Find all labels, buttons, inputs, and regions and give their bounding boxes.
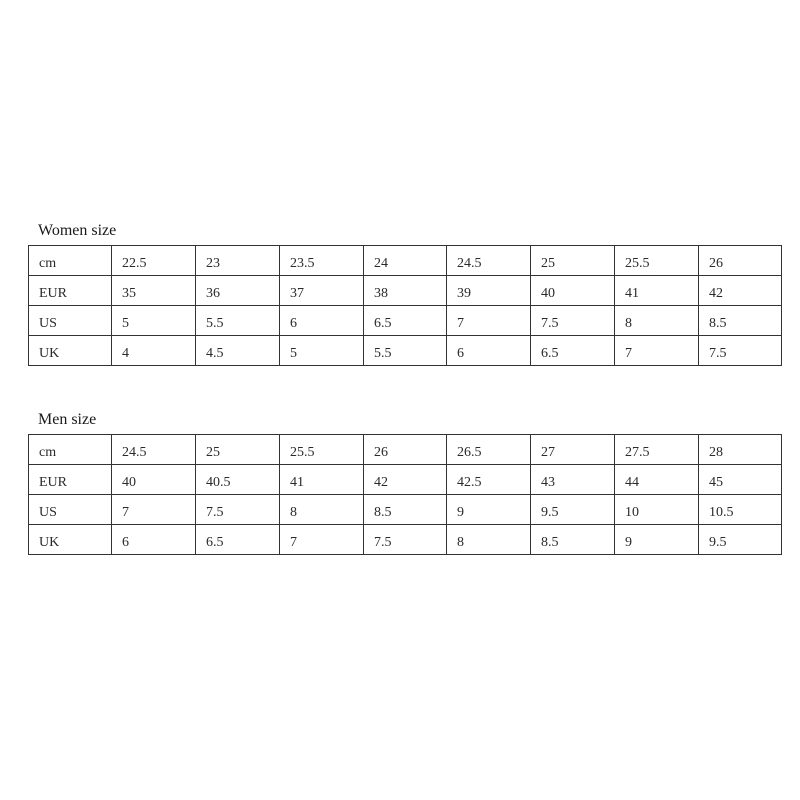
size-cell: 6.5 <box>364 306 447 336</box>
size-cell: 38 <box>364 276 447 306</box>
size-cell: 28 <box>699 435 782 465</box>
men-size-title: Men size <box>38 411 97 428</box>
size-cell: 5.5 <box>364 336 447 366</box>
size-cell: 8 <box>280 495 364 525</box>
size-cell: 45 <box>699 465 782 495</box>
size-cell: 6.5 <box>531 336 615 366</box>
row-label: US <box>29 306 112 336</box>
men-row-us <box>29 495 782 525</box>
row-label: EUR <box>29 276 112 306</box>
size-cell: 22.5 <box>112 246 196 276</box>
women-row-eur <box>29 276 782 306</box>
size-cell: 10 <box>615 495 699 525</box>
size-cell: 7.5 <box>531 306 615 336</box>
size-cell: 26.5 <box>447 435 531 465</box>
size-cell: 40 <box>531 276 615 306</box>
row-label: US <box>29 495 112 525</box>
size-cell: 10.5 <box>699 495 782 525</box>
women-row-cm <box>29 246 782 276</box>
row-label: UK <box>29 525 112 555</box>
row-label: EUR <box>29 465 112 495</box>
size-cell: 9 <box>447 495 531 525</box>
size-cell: 24.5 <box>447 246 531 276</box>
size-cell: 27 <box>531 435 615 465</box>
size-cell: 25 <box>196 435 280 465</box>
size-cell: 27.5 <box>615 435 699 465</box>
size-cell: 9.5 <box>699 525 782 555</box>
size-cell: 25 <box>531 246 615 276</box>
size-cell: 4 <box>112 336 196 366</box>
size-cell: 42 <box>364 465 447 495</box>
size-cell: 7 <box>280 525 364 555</box>
size-cell: 7.5 <box>699 336 782 366</box>
row-label: UK <box>29 336 112 366</box>
row-label: cm <box>29 246 112 276</box>
size-cell: 7 <box>447 306 531 336</box>
size-cell: 6 <box>280 306 364 336</box>
size-cell: 6 <box>447 336 531 366</box>
men-row-eur <box>29 465 782 495</box>
size-cell: 7 <box>615 336 699 366</box>
size-cell: 8 <box>447 525 531 555</box>
size-cell: 24.5 <box>112 435 196 465</box>
size-cell: 42.5 <box>447 465 531 495</box>
size-cell: 6.5 <box>196 525 280 555</box>
size-cell: 7.5 <box>364 525 447 555</box>
size-cell: 24 <box>364 246 447 276</box>
row-label: cm <box>29 435 112 465</box>
size-cell: 42 <box>699 276 782 306</box>
size-cell: 7 <box>112 495 196 525</box>
size-cell: 25.5 <box>615 246 699 276</box>
men-size-table <box>28 434 782 555</box>
size-cell: 40.5 <box>196 465 280 495</box>
size-cell: 23.5 <box>280 246 364 276</box>
size-cell: 8.5 <box>364 495 447 525</box>
size-cell: 9.5 <box>531 495 615 525</box>
men-row-cm <box>29 435 782 465</box>
size-cell: 8.5 <box>531 525 615 555</box>
size-cell: 44 <box>615 465 699 495</box>
size-cell: 6 <box>112 525 196 555</box>
size-cell: 35 <box>112 276 196 306</box>
size-cell: 9 <box>615 525 699 555</box>
size-cell: 8.5 <box>699 306 782 336</box>
size-cell: 23 <box>196 246 280 276</box>
size-cell: 37 <box>280 276 364 306</box>
size-cell: 5 <box>280 336 364 366</box>
women-row-us <box>29 306 782 336</box>
women-size-section <box>28 221 781 366</box>
women-size-table <box>28 245 782 366</box>
women-row-uk <box>29 336 782 366</box>
women-size-title: Women size <box>38 222 117 239</box>
size-cell: 4.5 <box>196 336 280 366</box>
size-cell: 8 <box>615 306 699 336</box>
size-cell: 26 <box>699 246 782 276</box>
size-cell: 41 <box>280 465 364 495</box>
size-cell: 5 <box>112 306 196 336</box>
size-cell: 25.5 <box>280 435 364 465</box>
size-cell: 41 <box>615 276 699 306</box>
men-size-section <box>28 410 781 555</box>
men-row-uk <box>29 525 782 555</box>
size-cell: 40 <box>112 465 196 495</box>
size-cell: 43 <box>531 465 615 495</box>
size-cell: 5.5 <box>196 306 280 336</box>
size-cell: 39 <box>447 276 531 306</box>
size-cell: 26 <box>364 435 447 465</box>
size-cell: 36 <box>196 276 280 306</box>
size-cell: 7.5 <box>196 495 280 525</box>
